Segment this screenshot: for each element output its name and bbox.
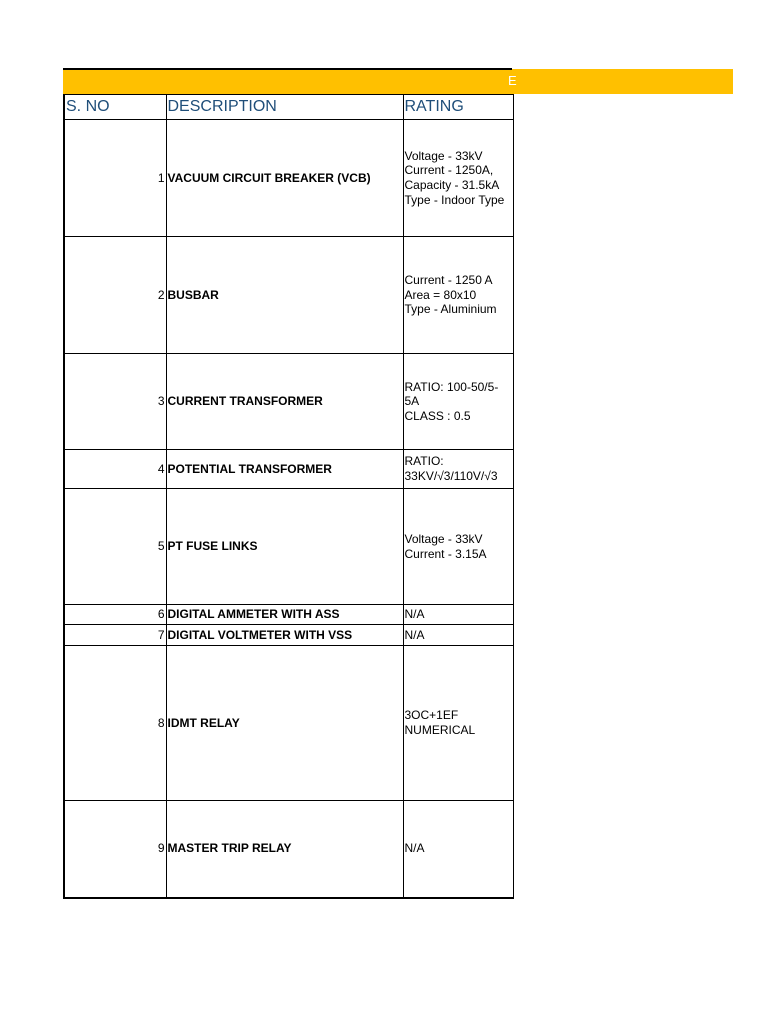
table-row (64, 120, 513, 237)
title-banner (63, 69, 733, 94)
row-description: BUSBAR (166, 237, 403, 354)
table-row (64, 605, 513, 625)
row-sno: 9 (64, 801, 166, 898)
table-row (64, 625, 513, 646)
row-rating: RATIO: 33KV/√3/110V/√3 (403, 450, 513, 489)
row-description: IDMT RELAY (166, 646, 403, 801)
row-description: POTENTIAL TRANSFORMER (166, 450, 403, 489)
table-row (64, 237, 513, 354)
header-sno: S. NO (64, 95, 166, 120)
header-rating: RATING (403, 95, 513, 120)
row-sno: 7 (64, 625, 166, 646)
row-sno: 8 (64, 646, 166, 801)
table-row (64, 450, 513, 489)
row-sno: 2 (64, 237, 166, 354)
row-sno: 6 (64, 605, 166, 625)
row-rating: Voltage - 33kV Current - 1250A, Capacity - 31.5kA Type - Indoor Type (403, 120, 513, 237)
row-description: PT FUSE LINKS (166, 489, 403, 605)
table-row (64, 801, 513, 898)
header-description: DESCRIPTION (166, 95, 403, 120)
row-sno: 3 (64, 354, 166, 450)
row-description: CURRENT TRANSFORMER (166, 354, 403, 450)
row-description: DIGITAL VOLTMETER WITH VSS (166, 625, 403, 646)
row-rating: N/A (403, 625, 513, 646)
top-rule (63, 68, 512, 70)
spec-table (63, 94, 514, 899)
banner-text: E (508, 73, 517, 88)
row-sno: 4 (64, 450, 166, 489)
row-description: VACUUM CIRCUIT BREAKER (VCB) (166, 120, 403, 237)
row-rating: RATIO: 100-50/5- 5A CLASS : 0.5 (403, 354, 513, 450)
row-rating: 3OC+1EF NUMERICAL (403, 646, 513, 801)
row-rating: Current - 1250 A Area = 80x10 Type - Aluminium (403, 237, 513, 354)
row-description: DIGITAL AMMETER WITH ASS (166, 605, 403, 625)
table-header-row (64, 95, 513, 120)
row-sno: 5 (64, 489, 166, 605)
row-rating: Voltage - 33kV Current - 3.15A (403, 489, 513, 605)
table-row (64, 489, 513, 605)
table-row (64, 354, 513, 450)
row-sno: 1 (64, 120, 166, 237)
table-row (64, 646, 513, 801)
row-rating: N/A (403, 605, 513, 625)
row-rating: N/A (403, 801, 513, 898)
row-description: MASTER TRIP RELAY (166, 801, 403, 898)
